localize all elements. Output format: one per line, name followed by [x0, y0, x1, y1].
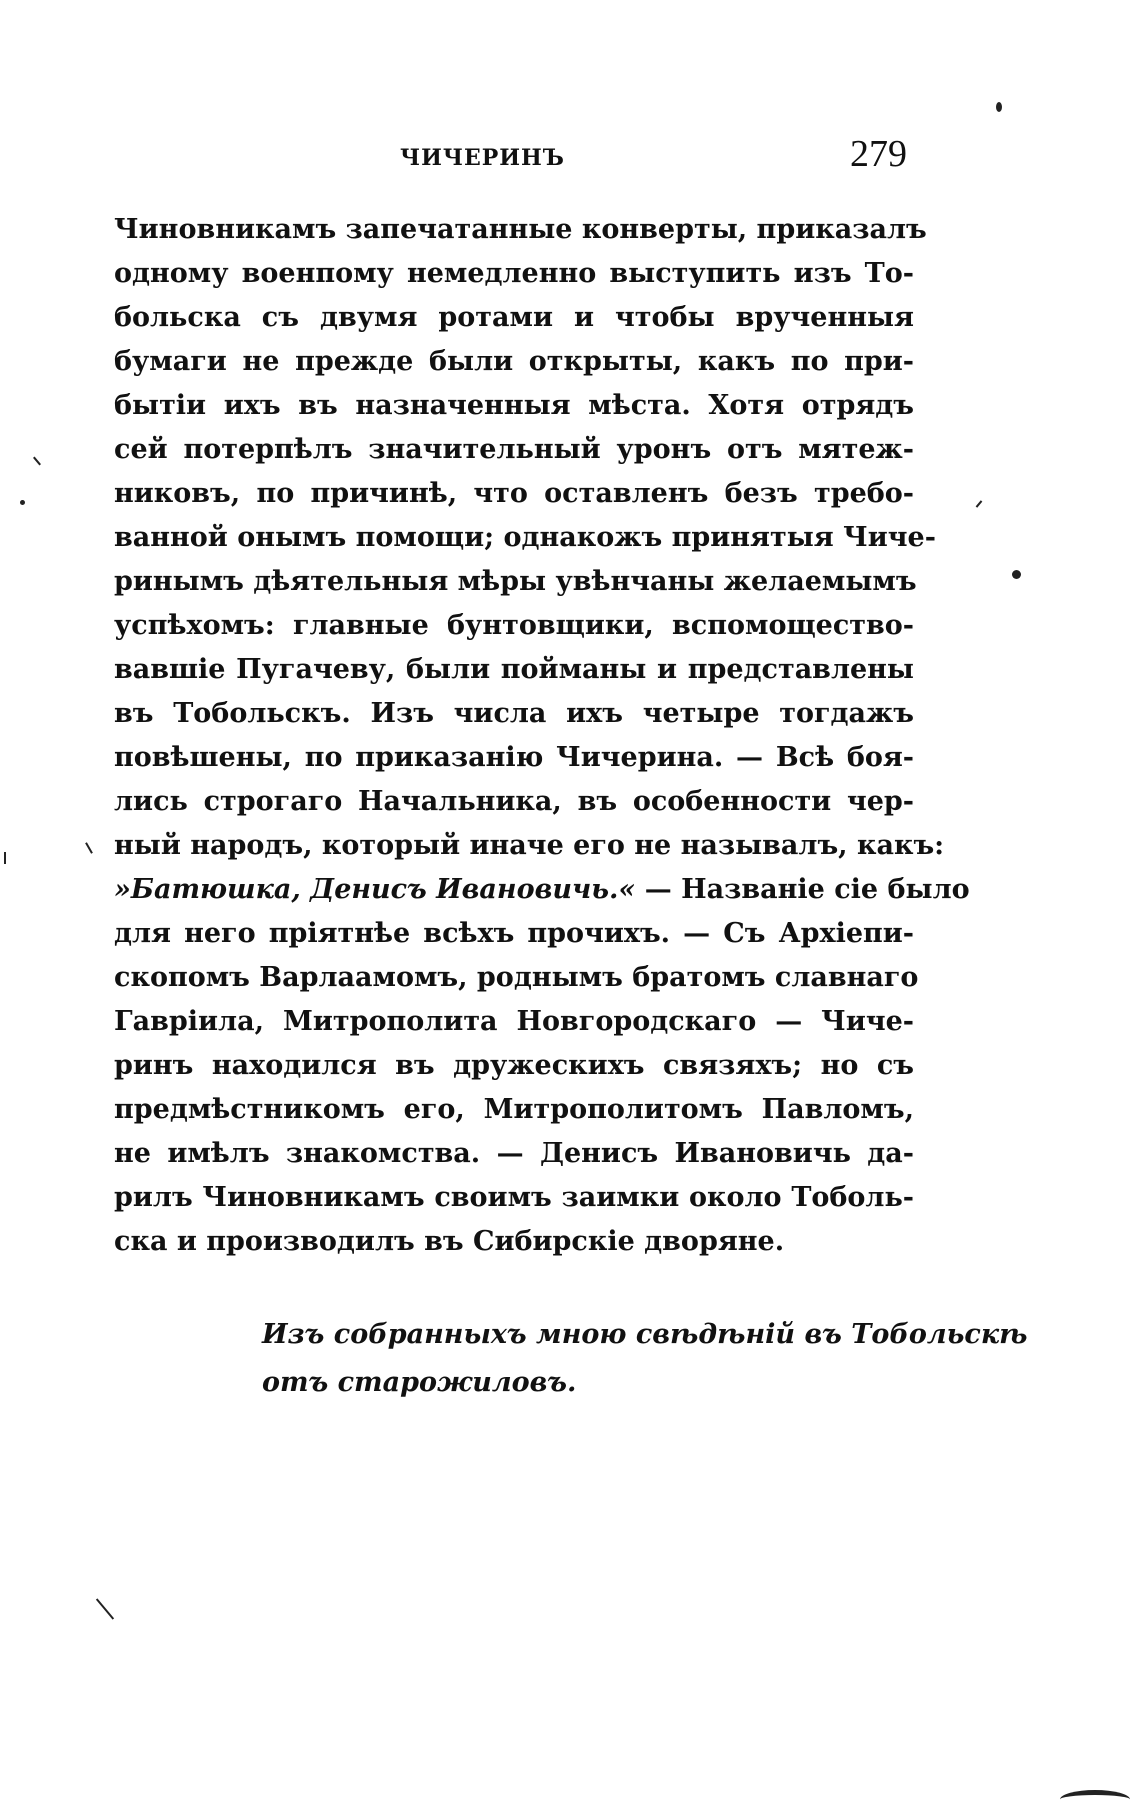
text-line: бытіи ихъ въ назначенныя мѣста. Хотя отрядъ — [114, 390, 914, 421]
text-line: рилъ Чиновникамъ своимъ заимки около Тоболь- — [114, 1182, 914, 1213]
text-line: въ Тобольскъ. Изъ числа ихъ четыре тогдажъ — [114, 698, 914, 729]
body-text — [114, 208, 970, 1264]
text-line-rest: — Названіе сіе было — [635, 874, 970, 905]
scan-speck — [1012, 570, 1021, 579]
source-note — [262, 1311, 1028, 1407]
scan-speck — [20, 500, 25, 505]
scan-speck — [33, 457, 41, 466]
scan-speck — [996, 102, 1002, 112]
text-line: для него пріятнѣе всѣхъ прочихъ. — Съ Архіепи- — [114, 918, 914, 949]
text-line: не имѣлъ знакомства. — Денисъ Ивановичь да- — [114, 1138, 914, 1169]
scan-speck — [85, 842, 93, 853]
running-head: ЧИЧЕРИНЪ — [400, 145, 565, 171]
text-line: ринымъ дѣятельныя мѣры увѣнчаны желаемымъ — [114, 566, 917, 597]
scan-mark — [1060, 1790, 1130, 1809]
text-line: больска съ двумя ротами и чтобы врученныя — [114, 302, 914, 333]
text-line: ринъ находился въ дружескихъ связяхъ; но съ — [114, 1050, 914, 1081]
text-line-with-quote — [114, 868, 970, 912]
text-line: ный народъ, который иначе его не называлъ, какъ: — [114, 830, 945, 861]
quoted-name: »Батюшка, Денисъ Ивановичь.« — [114, 874, 636, 905]
scan-speck — [96, 1598, 114, 1619]
text-line: сей потерпѣлъ значительный уронъ отъ мятеж- — [114, 434, 914, 465]
text-line: повѣшены, по приказанію Чичерина. — Всѣ боя- — [114, 742, 914, 773]
text-line: скопомъ Варлаамомъ, роднымъ братомъ славнаго — [114, 962, 919, 993]
text-line: Чиновникамъ запечатанные конверты, приказалъ — [114, 214, 927, 245]
text-line: никовъ, по причинѣ, что оставленъ безъ требо- — [114, 478, 914, 509]
source-note-line: Изъ собранныхъ мною свѣдѣній въ Тобольскѣ — [262, 1319, 1028, 1350]
text-line: предмѣстникомъ его, Митрополитомъ Павломъ, — [114, 1094, 914, 1125]
text-line-last: ска и производилъ въ Сибирскіе дворяне. — [114, 1226, 785, 1257]
text-line: ванной онымъ помощи; однакожъ принятыя Чиче- — [114, 522, 936, 553]
text-line: бумаги не прежде были открыты, какъ по при- — [114, 346, 914, 377]
scan-speck — [976, 500, 983, 507]
text-line: успѣхомъ: главные бунтовщики, вспомоществo- — [114, 610, 914, 641]
text-line: одному военпому немедленно выступить изъ То- — [114, 258, 914, 289]
text-line: лись строгаго Начальника, въ особенности чер- — [114, 786, 914, 817]
source-note-line: отъ старожиловъ. — [262, 1367, 577, 1398]
text-line: вавшіе Пугачеву, были пойманы и представлены — [114, 654, 914, 685]
page-number: 279 — [850, 133, 907, 175]
scan-speck — [4, 852, 6, 864]
text-line: Гавріила, Митрополита Новгородскаго — Чиче- — [114, 1006, 914, 1037]
